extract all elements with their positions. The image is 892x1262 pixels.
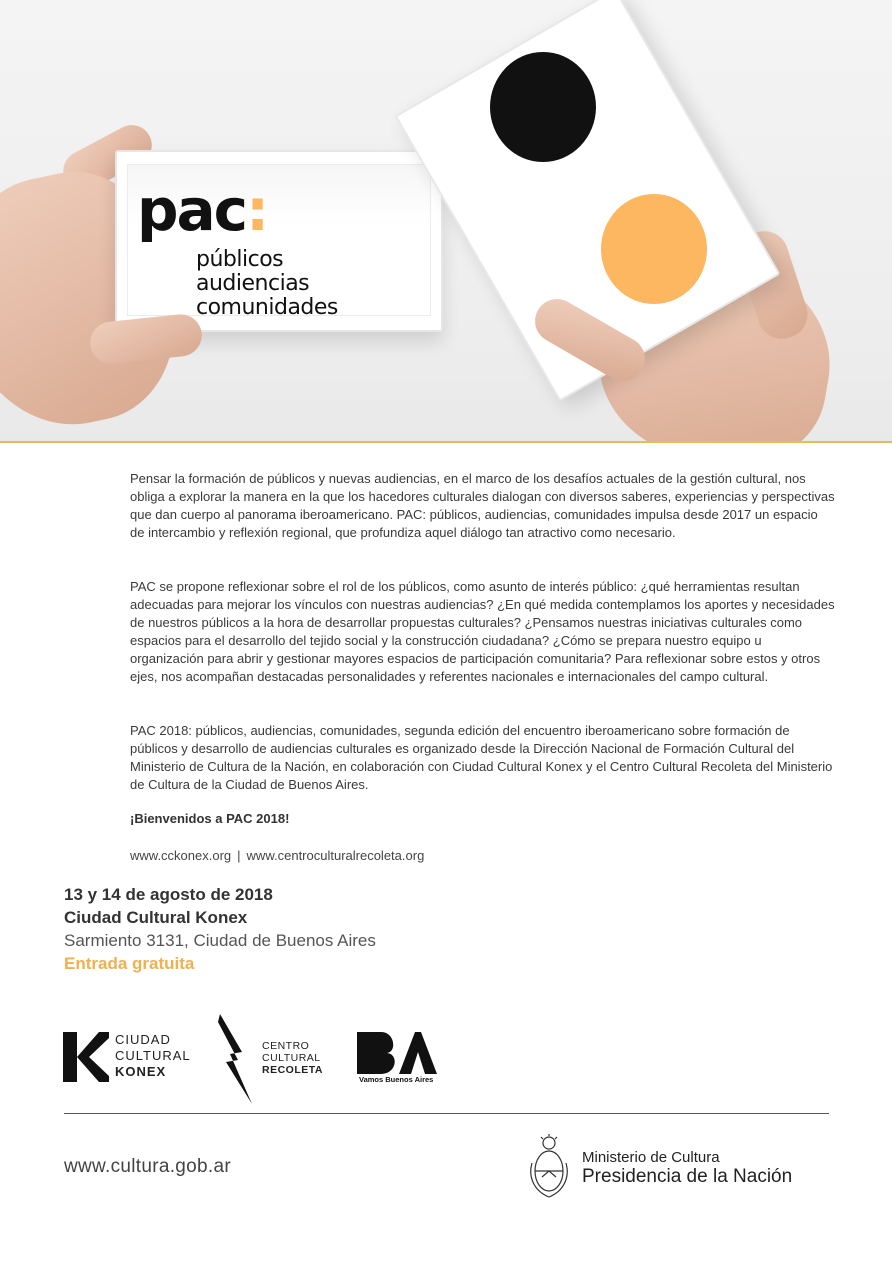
intro-paragraph: Pensar la formación de públicos y nuevas audiencias, en el marco de los desafíos actuales de la gestión cultural, nos obliga a explorar la manera en la que los hacedores culturales dialogan con diversos saberes, experiencias y perspectivas que dan cuerpo al panorama iberoamericano. PAC: públicos, audiencias, comunidades impulsa desde 2017 un espacio de intercambio y reflexión regional, que profundiza aquel diálogo tan atractivo como necesario. bbox=[130, 471, 835, 540]
konex-k-icon bbox=[63, 1032, 109, 1082]
partner-links bbox=[130, 848, 424, 863]
event-date: 13 y 14 de agosto de 2018 bbox=[64, 885, 273, 904]
ba-tagline: Vamos Buenos Aires bbox=[359, 1075, 434, 1084]
organizers-paragraph: PAC 2018: públicos, audiencias, comunidades, segunda edición del encuentro iberoamericano sobre formación de públicos y desarrollo de audiencias culturales es organizado desde la Dirección Nacional de Formación Cultural del Ministerio de Cultura de la Nación, en colaboración con Ciudad Cultural Konex y el Centro Cultural Recoleta del Ministerio de Cultura de la Ciudad de Buenos Aires. bbox=[130, 723, 833, 792]
recoleta-line1: CENTRO bbox=[262, 1040, 310, 1052]
konex-line1: CIUDAD bbox=[115, 1032, 171, 1047]
ministry-name: Ministerio de Cultura bbox=[582, 1149, 720, 1166]
cckonex-link[interactable]: www.cckonex.org bbox=[130, 848, 232, 863]
pac-logo-colon: : bbox=[246, 176, 268, 244]
event-address: Sarmiento 3131, Ciudad de Buenos Aires bbox=[64, 931, 376, 950]
orange-circle bbox=[601, 194, 707, 304]
konex-line2: CULTURAL bbox=[115, 1048, 191, 1063]
cultura-website-link[interactable]: www.cultura.gob.ar bbox=[64, 1156, 231, 1177]
footer-divider bbox=[64, 1113, 829, 1114]
tagline-comunidades: comunidades bbox=[196, 295, 338, 320]
black-circle bbox=[490, 52, 596, 162]
konex-wordmark bbox=[115, 1032, 191, 1080]
lightning-bolt-icon bbox=[218, 1014, 258, 1104]
hero-divider bbox=[0, 441, 892, 443]
coat-of-arms-icon bbox=[528, 1133, 570, 1201]
konex-line3: KONEX bbox=[115, 1064, 167, 1079]
pac-logo-word: pac bbox=[137, 176, 247, 244]
recoleta-line3: RECOLETA bbox=[262, 1064, 323, 1076]
recoleta-wordmark bbox=[262, 1040, 323, 1076]
recoleta-line2: CULTURAL bbox=[262, 1052, 321, 1064]
recoleta-logo bbox=[218, 1014, 338, 1104]
event-admission: Entrada gratuita bbox=[64, 954, 195, 973]
link-separator: | bbox=[237, 848, 241, 863]
konex-logo bbox=[63, 1032, 193, 1082]
hero-image bbox=[0, 0, 892, 443]
pac-logo bbox=[137, 176, 268, 244]
recoleta-link[interactable]: www.centroculturalrecoleta.org bbox=[246, 848, 425, 863]
tagline-publicos: públicos bbox=[196, 247, 284, 272]
ba-logo bbox=[357, 1032, 447, 1088]
questions-paragraph: PAC se propone reflexionar sobre el rol de los públicos, como asunto de interés público: ¿qué herramientas resultan adecuadas para mejorar los vínculos con nuestras audiencias? ¿En qué medida contemplamos los aportes y necesidades de nuestros públicos a la hora de desarrollar propuestas culturales? ¿Pensamos nuestras iniciativas culturales como espacios para el desarrollo del tejido social y la construcción ciudadana? ¿Cómo se prepara nuestro equipo u organización para abrir y gestionar mayores espacios de participación comunitaria? Para reflexionar sobre estos y otros ejes, nos acompañan destacadas personalidades y referentes nacionales e internacionales del campo cultural. bbox=[130, 579, 835, 684]
event-venue: Ciudad Cultural Konex bbox=[64, 908, 248, 927]
presidency-name: Presidencia de la Nación bbox=[582, 1166, 793, 1187]
ba-mark-icon bbox=[357, 1032, 437, 1074]
tagline-audiencias: audiencias bbox=[196, 271, 310, 296]
welcome-text: ¡Bienvenidos a PAC 2018! bbox=[130, 811, 290, 826]
